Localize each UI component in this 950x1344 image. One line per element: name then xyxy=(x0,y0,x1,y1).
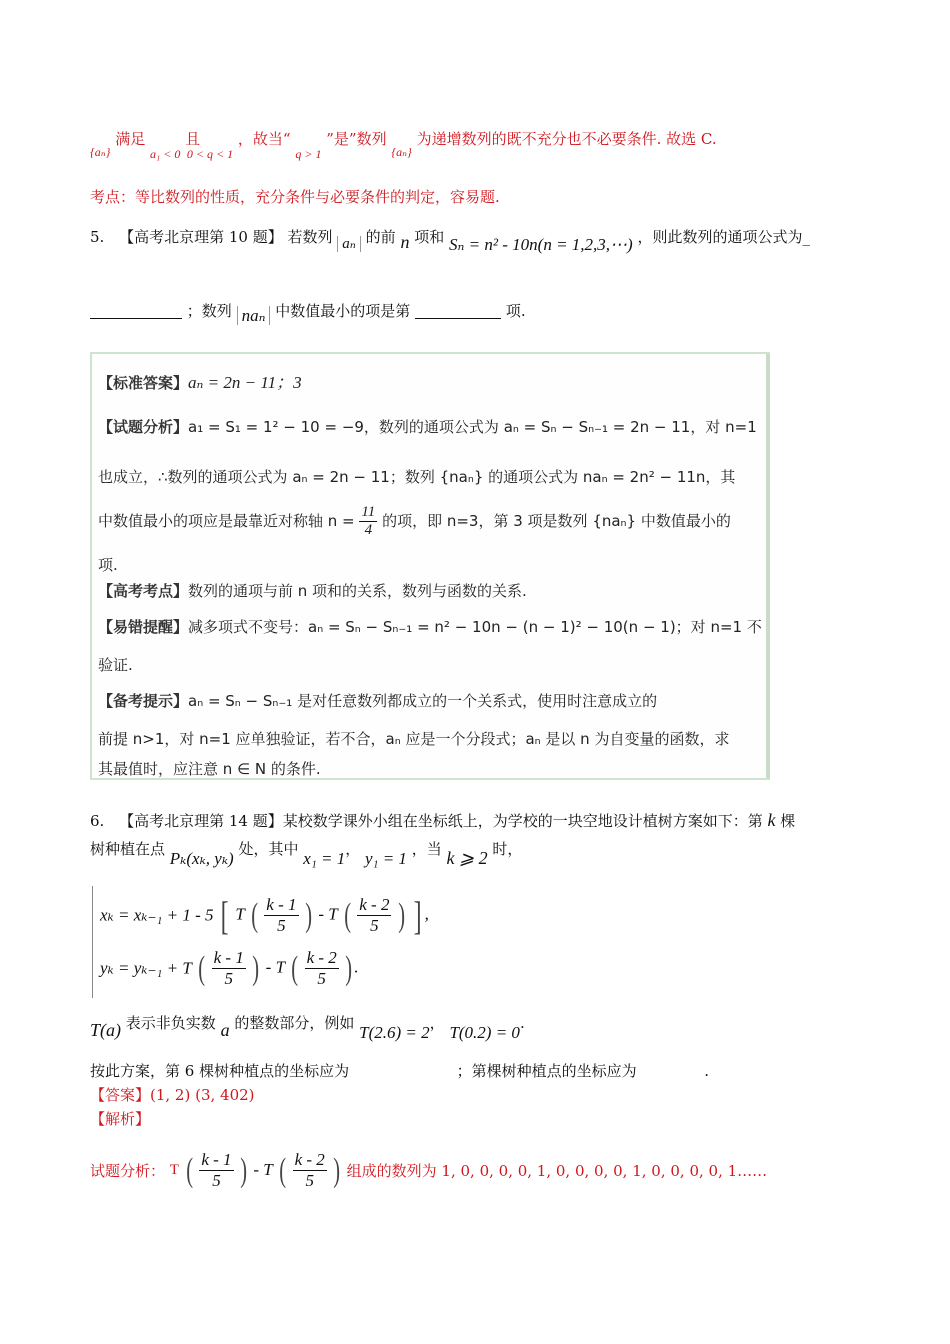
q6-text2: 棵 xyxy=(780,812,796,830)
q6-text11: . xyxy=(704,1062,710,1080)
box-scrollbar xyxy=(766,354,770,778)
q5-an: aₙ xyxy=(337,236,361,252)
yk-frac-2-den: 5 xyxy=(317,969,326,988)
q6-analysis-T1: T xyxy=(169,1161,179,1178)
exam-point: 数列的通项与前 n 项和的关系，数列与函数的关系. xyxy=(188,582,527,600)
box-line-6 xyxy=(98,580,527,601)
q5-text7: 项. xyxy=(505,302,526,320)
q6-text1: 某校数学课外小组在坐标纸上，为学校的一块空地设计植树方案如下：第 xyxy=(282,812,763,830)
analysis-tag: 【试题分析】 xyxy=(98,418,189,436)
q5-sn-formula: Sₙ = n² - 10n(n = 1,2,3,⋯) xyxy=(449,235,633,254)
q5-text4: ，则此数列的通项公式为_ xyxy=(637,228,811,246)
seq-an: {aₙ} xyxy=(90,145,111,159)
box-line-11: 其最值时，应注意 n ∈ N 的条件. xyxy=(98,760,321,778)
analysis-frac-1-den: 5 xyxy=(212,1171,221,1190)
box-line-8: 验证. xyxy=(98,656,133,674)
q6-text5: ，当 xyxy=(411,840,442,858)
q6-text4: 处，其中 xyxy=(238,840,299,858)
xk-frac-2-num: k - 2 xyxy=(359,895,390,914)
yk-frac-2-num: k - 2 xyxy=(306,948,337,967)
xk-T1: T xyxy=(235,904,245,924)
answer-box xyxy=(90,352,770,780)
kaodian-line: 考点：等比数列的性质，充分条件与必要条件的判定，容易题. xyxy=(90,188,500,206)
q6-x1: x₁ = 1 xyxy=(303,849,346,868)
prep-tip: aₙ = Sₙ − Sₙ₋₁ 是对任意数列都成立的一个关系式，使用时注意成立的 xyxy=(188,692,658,710)
text-conclusion: 为递增数列的既不充分也不必要条件. 故选 C. xyxy=(416,130,717,148)
q6-text9: 按此方案，第 6 棵树种植点的坐标应为 xyxy=(90,1062,350,1080)
q6-number: 6. xyxy=(90,812,105,830)
q5-blank-1 xyxy=(90,304,182,319)
box-line-10: 前提 n>1，对 n=1 应单独验证，若不合，aₙ 应是一个分段式；aₙ 是以 n 为自变量的函数，求 xyxy=(98,730,730,748)
error-hint-tag: 【易错提醒】 xyxy=(98,618,189,636)
standard-answer-tag: 【标准答案】 xyxy=(98,374,189,392)
xk-frac-1 xyxy=(264,895,298,936)
box-line-4 xyxy=(98,504,731,539)
q6-def-line: T(a) 表示非负实数 a 的整数部分，例如 T(2.6) = 2， T(0.2) = 0. xyxy=(90,1014,525,1042)
box-line-2 xyxy=(98,416,757,437)
yk-frac-1-num: k - 1 xyxy=(213,948,244,967)
yk-T2: T xyxy=(275,957,285,977)
q5-text6: 中数值最小的项是第 xyxy=(275,302,411,320)
q6-a: a xyxy=(220,1020,230,1040)
box-line-5: 项. xyxy=(98,556,118,574)
yk-equation: yₖ = yₖ₋₁ + T ( $\frac{k - 1}{5}$ ) - T ( $\frac{k - 2}{5}$ ) . xyxy=(100,948,359,988)
system-brace xyxy=(92,886,93,998)
cond-q-gt1: q > 1 xyxy=(295,147,322,161)
axis-fraction-num: 11 xyxy=(361,504,376,520)
prep-tip-tag: 【备考提示】 xyxy=(98,692,189,710)
analysis-frac-2-den: 5 xyxy=(305,1171,314,1190)
q6-ask-line xyxy=(90,1060,709,1081)
analysis-frac-2 xyxy=(293,1150,327,1191)
box-line-9 xyxy=(98,690,657,711)
q6-line2: 树种植在点 Pₖ(xₖ, yₖ) 处，其中 x₁ = 1， y₁ = 1 ，当 k ⩾ 2 时， xyxy=(90,840,523,868)
q6-jiexi: 【解析】 xyxy=(90,1110,151,1128)
q6-text7: 表示非负实数 xyxy=(125,1014,216,1032)
q6-text3: 树种植在点 xyxy=(90,840,166,858)
q5-number: 5. xyxy=(90,228,105,246)
xk-frac-1-num: k - 1 xyxy=(266,895,297,914)
xk-frac-1-den: 5 xyxy=(277,916,286,935)
exam-point-tag: 【高考考点】 xyxy=(98,582,189,600)
cond-a1: a₁ < 0 xyxy=(150,147,181,161)
analysis-frac-1 xyxy=(199,1150,233,1191)
axis-fraction xyxy=(359,504,377,539)
q6-example-2: T(0.2) = 0 xyxy=(449,1023,520,1042)
q6-line1 xyxy=(90,810,795,831)
q6-analysis-line xyxy=(90,1150,767,1191)
box-line-7 xyxy=(98,616,762,637)
q6-source: 【高考北京理第 14 题】 xyxy=(119,812,283,830)
q6-y1: y₁ = 1 xyxy=(365,849,407,868)
q5-line2 xyxy=(90,300,526,325)
yk-frac-1 xyxy=(212,948,246,989)
q5-line1 xyxy=(90,226,811,254)
q6-example-1: T(2.6) = 2 xyxy=(359,1023,430,1042)
axis-fraction-den: 4 xyxy=(364,522,373,538)
q5-blank-2 xyxy=(415,304,501,319)
q6-text10: ；第棵树种植点的坐标应为 xyxy=(456,1062,637,1080)
q6-answer: 【答案】(1, 2) (3, 402) xyxy=(90,1086,255,1104)
q6-Ta: T(a) xyxy=(90,1020,121,1040)
text-manzu: 满足 xyxy=(115,130,146,148)
box-line-3: 也成立，∴数列的通项公式为 aₙ = 2n − 11；数列 {naₙ} 的通项公式为 naₙ = 2n² − 11n，其 xyxy=(98,468,736,486)
analysis-line-3b: 的项，即 n=3，第 3 项是数列 {naₙ} 中数值最小的 xyxy=(382,512,731,530)
q6-text8: 的整数部分，例如 xyxy=(234,1014,355,1032)
q6-text6: 时， xyxy=(492,840,523,858)
top-red-line xyxy=(90,128,717,161)
analysis-frac-2-num: k - 2 xyxy=(294,1150,325,1169)
yk-minus: - xyxy=(265,957,272,977)
xk-frac-2-den: 5 xyxy=(370,916,379,935)
q5-nan: naₙ xyxy=(237,306,271,325)
q5-text5: ；数列 xyxy=(186,302,232,320)
xk-minus: - xyxy=(318,904,325,924)
q6-pk: Pₖ(xₖ, yₖ) xyxy=(169,849,234,868)
seq-an-2: {aₙ} xyxy=(391,145,412,159)
q5-text3: 项和 xyxy=(414,228,445,246)
analysis-minus: - xyxy=(253,1160,260,1180)
q5-n: n xyxy=(400,232,410,252)
error-hint: 减多项式不变号：aₙ = Sₙ − Sₙ₋₁ = n² − 10n − (n − 1)² − 10(n − 1)；对 n=1 不 xyxy=(188,618,762,636)
analysis-expression: ( $\frac{k - 1}{5}$ ) - T ( $\frac{k - 2}{5}$ ) xyxy=(186,1150,341,1190)
q6-analysis-rest: 组成的数列为 1, 0, 0, 0, 0, 1, 0, 0, 0, 0, 1, 0, 0, 0, 0, 1…… xyxy=(346,1161,768,1180)
xk-frac-2 xyxy=(357,895,391,936)
q6-k-cond: k ⩾ 2 xyxy=(446,848,488,868)
cond-q: 0 < q < 1 xyxy=(186,147,234,161)
box-line-1 xyxy=(98,368,302,393)
xk-equation: xₖ = xₖ₋₁ + 1 - 5 [ T ( $\frac{k - 1}{5}$ ) - T ( $\frac{k - 2}{5}$ ) ] , xyxy=(100,893,429,938)
q5-source: 【高考北京理第 10 题】 xyxy=(119,228,283,246)
xk-T2: T xyxy=(328,904,338,924)
q5-text1: 若数列 xyxy=(287,228,333,246)
analysis-line-3a: 中数值最小的项应是最靠近对称轴 n = xyxy=(98,512,355,530)
analysis-line-1: a₁ = S₁ = 1² − 10 = −9，数列的通项公式为 aₙ = Sₙ − Sₙ₋₁ = 2n − 11，对 n=1 xyxy=(188,418,757,436)
analysis-frac-1-num: k - 1 xyxy=(201,1150,232,1169)
text-shi: ”是”数列 xyxy=(326,130,387,148)
xk-lhs: xₖ = xₖ₋₁ + 1 - 5 xyxy=(100,905,214,925)
text-qie: 且 xyxy=(185,130,201,148)
yk-frac-1-den: 5 xyxy=(224,969,233,988)
text-gudang: ，故当“ xyxy=(237,130,291,148)
yk-frac-2 xyxy=(305,948,339,989)
q5-text2: 的前 xyxy=(365,228,396,246)
standard-answer: aₙ = 2n − 11；3 xyxy=(188,373,302,392)
analysis-T2: T xyxy=(263,1160,273,1180)
q6-k: k xyxy=(767,810,776,830)
yk-lhs: yₖ = yₖ₋₁ + T xyxy=(100,958,192,978)
q6-analysis-label: 试题分析： xyxy=(90,1161,166,1180)
